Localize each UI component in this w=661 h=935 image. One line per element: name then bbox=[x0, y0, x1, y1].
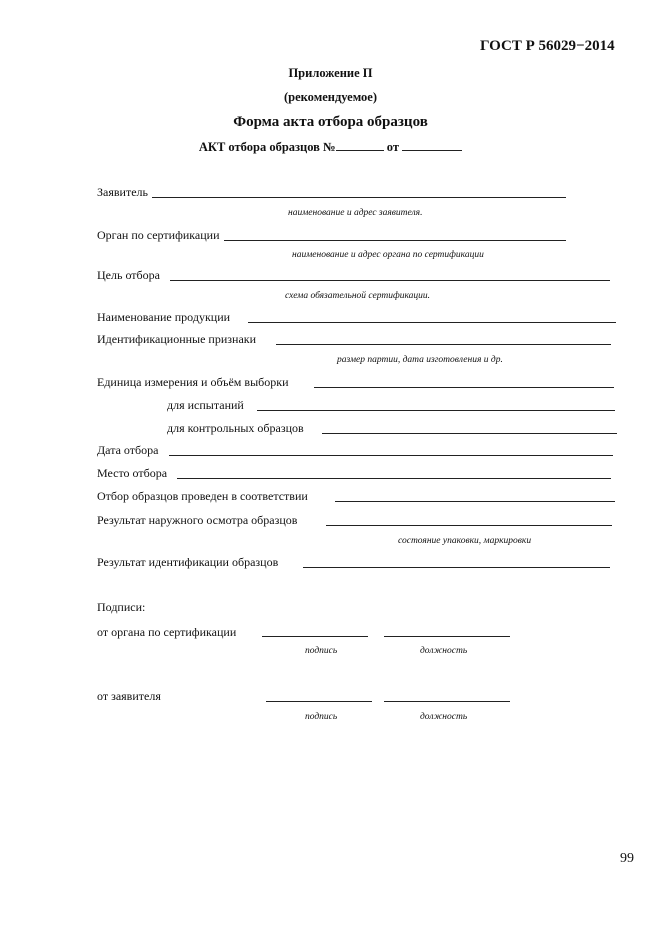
act-number-line bbox=[336, 140, 384, 151]
cert-body-label: Орган по сертификации bbox=[97, 228, 220, 242]
identification-label: Идентификационные признаки bbox=[97, 332, 257, 346]
cert-body-position-note: должность bbox=[420, 646, 468, 656]
appendix-label: Приложение П bbox=[288, 66, 373, 80]
applicant-sign-note: подпись bbox=[305, 712, 338, 722]
for-control-label: для контрольных образцов bbox=[167, 421, 304, 435]
unit-volume-line bbox=[314, 387, 614, 388]
purpose-note: схема обязательной сертификации. bbox=[285, 291, 431, 301]
applicant-sign-line bbox=[266, 701, 372, 702]
appendix-type: (рекомендуемое) bbox=[283, 90, 378, 104]
cert-body-position-line bbox=[384, 636, 510, 637]
external-inspection-line bbox=[326, 525, 612, 526]
applicant-line bbox=[152, 197, 566, 198]
external-inspection-note: состояние упаковки, маркировки bbox=[398, 536, 532, 546]
act-date-line bbox=[402, 140, 462, 151]
unit-volume-label: Единица измерения и объём выборки bbox=[97, 375, 289, 389]
purpose-line bbox=[170, 280, 610, 281]
sampling-place-label: Место отбора bbox=[97, 466, 168, 480]
act-number-label: АКТ отбора образцов № bbox=[198, 140, 336, 154]
signatures-heading: Подписи: bbox=[97, 600, 146, 614]
sampling-date-label: Дата отбора bbox=[97, 443, 159, 457]
identification-line bbox=[276, 344, 611, 345]
sampling-per-line bbox=[335, 501, 615, 502]
cert-body-note: наименование и адрес органа по сертификации bbox=[292, 250, 484, 260]
product-name-label: Наименование продукции bbox=[97, 310, 231, 324]
for-tests-line bbox=[257, 410, 615, 411]
external-inspection-label: Результат наружного осмотра образцов bbox=[97, 513, 298, 527]
page-number: 99 bbox=[620, 851, 634, 866]
purpose-label: Цель отбора bbox=[97, 268, 160, 282]
cert-body-sign-line bbox=[262, 636, 368, 637]
sampling-per-label: Отбор образцов проведен в соответствии bbox=[97, 489, 308, 503]
identification-note: размер партии, дата изготовления и др. bbox=[337, 355, 503, 365]
act-heading bbox=[0, 140, 661, 155]
applicant-label: Заявитель bbox=[97, 185, 148, 199]
for-tests-label: для испытаний bbox=[167, 398, 244, 412]
cert-body-sign-note: подпись bbox=[305, 646, 338, 656]
identification-result-line bbox=[303, 567, 610, 568]
product-name-line bbox=[248, 322, 616, 323]
applicant-note: наименование и адрес заявителя. bbox=[288, 208, 423, 218]
sampling-date-line bbox=[169, 455, 613, 456]
applicant-position-note: должность bbox=[420, 712, 468, 722]
cert-body-signature-label: от органа по сертификации bbox=[97, 625, 237, 639]
applicant-signature-label: от заявителя bbox=[97, 689, 161, 703]
identification-result-label: Результат идентификации образцов bbox=[97, 555, 279, 569]
sampling-place-line bbox=[177, 478, 611, 479]
for-control-line bbox=[322, 433, 617, 434]
cert-body-line bbox=[224, 240, 566, 241]
act-date-label: от bbox=[386, 140, 399, 154]
standard-code: ГОСТ Р 56029−2014 bbox=[480, 38, 615, 54]
form-title: Форма акта отбора образцов bbox=[233, 114, 428, 130]
applicant-position-line bbox=[384, 701, 510, 702]
